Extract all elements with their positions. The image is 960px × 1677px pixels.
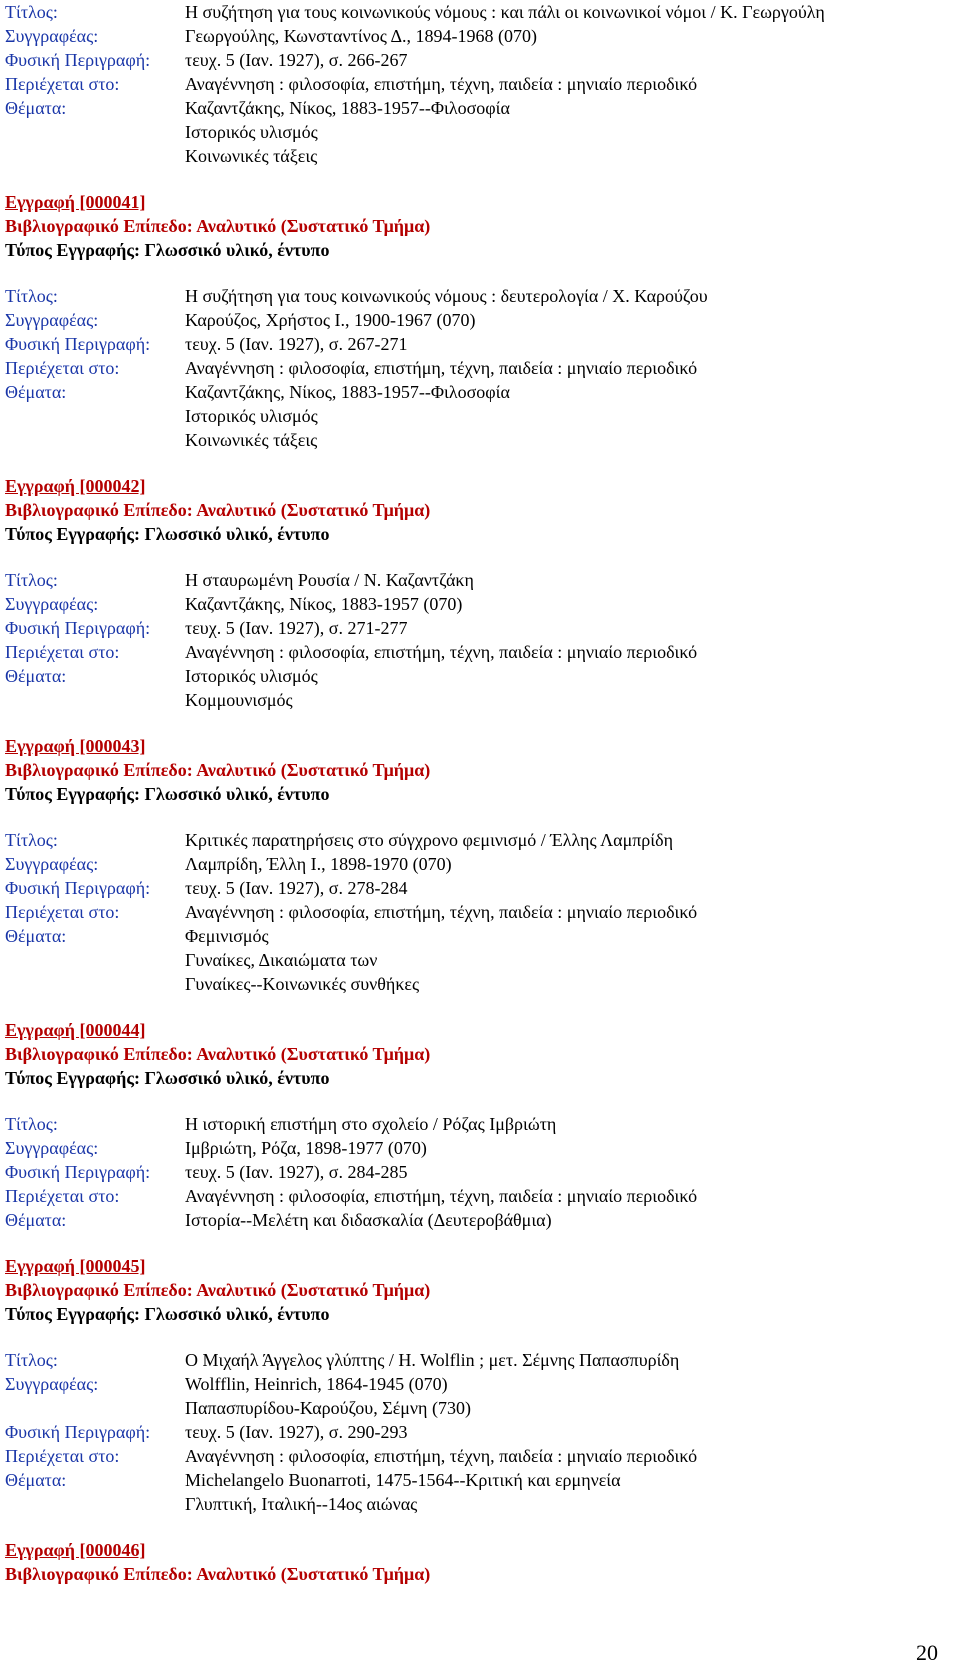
field-row <box>5 1468 950 1516</box>
field-value: Λαμπρίδη, Έλλη Ι., 1898-1970 (070) <box>185 854 452 874</box>
field-values <box>185 72 950 96</box>
field-value: Παπασπυρίδου-Καρούζου, Σέμνη (730) <box>185 1398 471 1418</box>
field-values <box>185 380 950 452</box>
field-values <box>185 356 950 380</box>
field-label: Θέματα: <box>5 926 67 946</box>
field-label: Τίτλος: <box>5 570 58 590</box>
field-values <box>185 616 950 640</box>
field-values <box>185 1468 950 1516</box>
field-row <box>5 284 950 308</box>
field-value: Η συζήτηση για τους κοινωνικούς νόμους : δευτερολογία / Χ. Καρούζου <box>185 286 708 306</box>
field-row <box>5 616 950 640</box>
page-number: 20 <box>916 1640 938 1665</box>
catalog-record <box>5 190 950 452</box>
spacer <box>5 1090 950 1112</box>
field-value: Φεμινισμός <box>185 926 269 946</box>
catalog-record <box>5 734 950 996</box>
field-label: Τίτλος: <box>5 1350 58 1370</box>
bibliographic-level: Βιβλιογραφικό Επίπεδο: Αναλυτικό (Συστατικό Τμήμα) <box>5 1564 431 1584</box>
field-values <box>185 592 950 616</box>
record-number-link[interactable]: Εγγραφή [000042] <box>5 476 146 496</box>
catalog-record <box>5 1018 950 1232</box>
field-row <box>5 640 950 664</box>
field-value: Αναγέννηση : φιλοσοφία, επιστήμη, τέχνη, παιδεία : μηνιαίο περιοδικό <box>185 642 698 662</box>
bibliographic-level: Βιβλιογραφικό Επίπεδο: Αναλυτικό (Συστατικό Τμήμα) <box>5 216 431 236</box>
field-values <box>185 1112 950 1136</box>
field-values <box>185 640 950 664</box>
field-row <box>5 0 950 24</box>
field-label: Θέματα: <box>5 1210 67 1230</box>
field-value: τευχ. 5 (Ιαν. 1927), σ. 266-267 <box>185 50 408 70</box>
field-label: Τίτλος: <box>5 1114 58 1134</box>
field-row <box>5 380 950 452</box>
field-row <box>5 1372 950 1420</box>
record-type: Τύπος Εγγραφής: Γλωσσικό υλικό, έντυπο <box>5 784 330 804</box>
field-row <box>5 72 950 96</box>
field-label: Φυσική Περιγραφή: <box>5 50 151 70</box>
field-value: Η σταυρωμένη Ρουσία / Ν. Καζαντζάκη <box>185 570 474 590</box>
field-label: Θέματα: <box>5 666 67 686</box>
field-value: Ιμβριώτη, Ρόζα, 1898-1977 (070) <box>185 1138 427 1158</box>
field-value: Ιστορικός υλισμός <box>185 122 318 142</box>
field-values <box>185 308 950 332</box>
field-values <box>185 1420 950 1444</box>
field-row <box>5 828 950 852</box>
field-values <box>185 1444 950 1468</box>
field-row <box>5 1136 950 1160</box>
record-type: Τύπος Εγγραφής: Γλωσσικό υλικό, έντυπο <box>5 524 330 544</box>
field-value: Ο Μιχαήλ Άγγελος γλύπτης / H. Wolflin ; μετ. Σέμνης Παπασπυρίδη <box>185 1350 680 1370</box>
field-value: Κοινωνικές τάξεις <box>185 146 318 166</box>
field-value: Καρούζος, Χρήστος Ι., 1900-1967 (070) <box>185 310 476 330</box>
field-value: Γυναίκες--Κοινωνικές συνθήκες <box>185 974 420 994</box>
field-value: Καζαντζάκης, Νίκος, 1883-1957--Φιλοσοφία <box>185 98 510 118</box>
field-row <box>5 1208 950 1232</box>
field-row <box>5 1112 950 1136</box>
record-type: Τύπος Εγγραφής: Γλωσσικό υλικό, έντυπο <box>5 240 330 260</box>
field-label: Φυσική Περιγραφή: <box>5 334 151 354</box>
spacer <box>5 1326 950 1348</box>
field-value: Κομμουνισμός <box>185 690 293 710</box>
record-header <box>5 1254 950 1326</box>
field-value: Καζαντζάκης, Νίκος, 1883-1957--Φιλοσοφία <box>185 382 510 402</box>
field-value: Αναγέννηση : φιλοσοφία, επιστήμη, τέχνη, παιδεία : μηνιαίο περιοδικό <box>185 74 698 94</box>
field-label: Περιέχεται στο: <box>5 358 120 378</box>
field-row <box>5 1160 950 1184</box>
field-value: τευχ. 5 (Ιαν. 1927), σ. 267-271 <box>185 334 408 354</box>
catalog-page <box>5 0 950 1608</box>
field-label: Συγγραφέας: <box>5 26 99 46</box>
field-row <box>5 332 950 356</box>
field-row <box>5 1444 950 1468</box>
field-value: Γλυπτική, Ιταλική--14ος αιώνας <box>185 1494 418 1514</box>
field-label: Συγγραφέας: <box>5 594 99 614</box>
field-value: τευχ. 5 (Ιαν. 1927), σ. 278-284 <box>185 878 408 898</box>
field-row <box>5 664 950 712</box>
field-row <box>5 568 950 592</box>
record-type: Τύπος Εγγραφής: Γλωσσικό υλικό, έντυπο <box>5 1304 330 1324</box>
field-label: Τίτλος: <box>5 2 58 22</box>
field-label: Περιέχεται στο: <box>5 902 120 922</box>
field-row <box>5 1348 950 1372</box>
field-values <box>185 852 950 876</box>
field-value: Αναγέννηση : φιλοσοφία, επιστήμη, τέχνη, παιδεία : μηνιαίο περιοδικό <box>185 1446 698 1466</box>
field-values <box>185 284 950 308</box>
field-value: Καζαντζάκης, Νίκος, 1883-1957 (070) <box>185 594 463 614</box>
field-value: Michelangelo Buonarroti, 1475-1564--Κριτική και ερμηνεία <box>185 1470 621 1490</box>
field-values <box>185 1208 950 1232</box>
field-values <box>185 1160 950 1184</box>
field-label: Συγγραφέας: <box>5 310 99 330</box>
record-header <box>5 474 950 546</box>
record-number-link[interactable]: Εγγραφή [000046] <box>5 1540 146 1560</box>
record-type: Τύπος Εγγραφής: Γλωσσικό υλικό, έντυπο <box>5 1068 330 1088</box>
field-values <box>185 1184 950 1208</box>
field-label: Θέματα: <box>5 382 67 402</box>
field-values <box>185 568 950 592</box>
record-number-link[interactable]: Εγγραφή [000045] <box>5 1256 146 1276</box>
field-values <box>185 1136 950 1160</box>
field-row <box>5 924 950 996</box>
record-number-link[interactable]: Εγγραφή [000044] <box>5 1020 146 1040</box>
field-row <box>5 1184 950 1208</box>
field-row <box>5 592 950 616</box>
field-row <box>5 876 950 900</box>
field-label: Περιέχεται στο: <box>5 642 120 662</box>
field-value: τευχ. 5 (Ιαν. 1927), σ. 271-277 <box>185 618 408 638</box>
field-value: Αναγέννηση : φιλοσοφία, επιστήμη, τέχνη, παιδεία : μηνιαίο περιοδικό <box>185 902 698 922</box>
field-row <box>5 1420 950 1444</box>
field-value: τευχ. 5 (Ιαν. 1927), σ. 284-285 <box>185 1162 408 1182</box>
field-value: Γεωργούλης, Κωνσταντίνος Δ., 1894-1968 (070) <box>185 26 538 46</box>
field-value: Ιστορικός υλισμός <box>185 406 318 426</box>
catalog-record <box>5 0 950 168</box>
field-values <box>185 24 950 48</box>
bibliographic-level: Βιβλιογραφικό Επίπεδο: Αναλυτικό (Συστατικό Τμήμα) <box>5 1280 431 1300</box>
catalog-record <box>5 474 950 712</box>
field-value: Η συζήτηση για τους κοινωνικούς νόμους : και πάλι οι κοινωνικοί νόμοι / Κ. Γεωργούλη <box>185 2 825 22</box>
field-row <box>5 48 950 72</box>
field-value: Κριτικές παρατηρήσεις στο σύγχρονο φεμινισμό / Έλλης Λαμπρίδη <box>185 830 674 850</box>
field-value: Κοινωνικές τάξεις <box>185 430 318 450</box>
field-label: Περιέχεται στο: <box>5 74 120 94</box>
record-header <box>5 1538 950 1586</box>
field-label: Τίτλος: <box>5 286 58 306</box>
field-label: Συγγραφέας: <box>5 1374 99 1394</box>
field-values <box>185 828 950 852</box>
field-label: Θέματα: <box>5 98 67 118</box>
field-values <box>185 924 950 996</box>
field-values <box>185 876 950 900</box>
spacer <box>5 806 950 828</box>
field-label: Συγγραφέας: <box>5 854 99 874</box>
record-number-link[interactable]: Εγγραφή [000041] <box>5 192 146 212</box>
field-value: Αναγέννηση : φιλοσοφία, επιστήμη, τέχνη, παιδεία : μηνιαίο περιοδικό <box>185 358 698 378</box>
field-row <box>5 96 950 168</box>
field-label: Θέματα: <box>5 1470 67 1490</box>
field-label: Περιέχεται στο: <box>5 1446 120 1466</box>
field-value: Ιστορικός υλισμός <box>185 666 318 686</box>
bibliographic-level: Βιβλιογραφικό Επίπεδο: Αναλυτικό (Συστατικό Τμήμα) <box>5 1044 431 1064</box>
field-values <box>185 1348 950 1372</box>
field-value: Ιστορία--Μελέτη και διδασκαλία (Δευτεροβάθμια) <box>185 1210 552 1230</box>
field-values <box>185 900 950 924</box>
field-label: Φυσική Περιγραφή: <box>5 618 151 638</box>
field-values <box>185 96 950 168</box>
field-row <box>5 900 950 924</box>
field-value: τευχ. 5 (Ιαν. 1927), σ. 290-293 <box>185 1422 408 1442</box>
catalog-record <box>5 1254 950 1516</box>
field-values <box>185 1372 950 1420</box>
field-row <box>5 308 950 332</box>
field-values <box>185 0 950 24</box>
field-values <box>185 332 950 356</box>
field-value: Γυναίκες, Δικαιώματα των <box>185 950 378 970</box>
field-row <box>5 24 950 48</box>
record-header <box>5 734 950 806</box>
bibliographic-level: Βιβλιογραφικό Επίπεδο: Αναλυτικό (Συστατικό Τμήμα) <box>5 500 431 520</box>
field-label: Τίτλος: <box>5 830 58 850</box>
field-label: Περιέχεται στο: <box>5 1186 120 1206</box>
field-label: Φυσική Περιγραφή: <box>5 878 151 898</box>
field-label: Φυσική Περιγραφή: <box>5 1162 151 1182</box>
field-row <box>5 852 950 876</box>
record-header <box>5 190 950 262</box>
spacer <box>5 262 950 284</box>
field-value: Wolfflin, Heinrich, 1864-1945 (070) <box>185 1374 448 1394</box>
bibliographic-level: Βιβλιογραφικό Επίπεδο: Αναλυτικό (Συστατικό Τμήμα) <box>5 760 431 780</box>
spacer <box>5 546 950 568</box>
record-header <box>5 1018 950 1090</box>
field-values <box>185 48 950 72</box>
field-value: Αναγέννηση : φιλοσοφία, επιστήμη, τέχνη, παιδεία : μηνιαίο περιοδικό <box>185 1186 698 1206</box>
field-row <box>5 356 950 380</box>
field-value: Η ιστορική επιστήμη στο σχολείο / Ρόζας Ιμβριώτη <box>185 1114 557 1134</box>
record-number-link[interactable]: Εγγραφή [000043] <box>5 736 146 756</box>
field-label: Φυσική Περιγραφή: <box>5 1422 151 1442</box>
catalog-record <box>5 1538 950 1586</box>
field-label: Συγγραφέας: <box>5 1138 99 1158</box>
field-values <box>185 664 950 712</box>
